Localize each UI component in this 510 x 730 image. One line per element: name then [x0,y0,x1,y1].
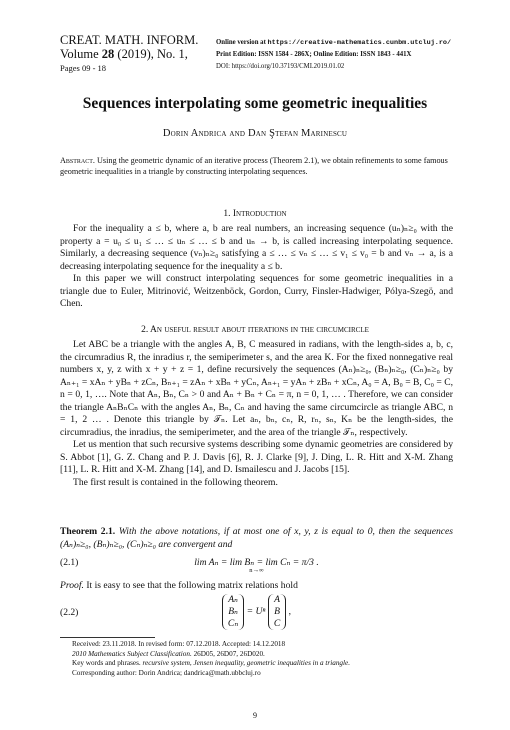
footnote-divider [60,637,155,638]
journal-volume: Volume 28 (2019), No. 1, [60,47,188,61]
equation-number: (2.2) [60,607,79,618]
keywords: Key words and phrases. recursive system, Jensen inequality, geometric inequalities in a triangle. [72,659,350,668]
proof [60,580,453,593]
rhs-vector: A B C [268,594,286,630]
journal-header [60,33,220,74]
equation-expression: lim Aₙ = lim Bₙ = lim Cₙ = π/3 . [194,557,319,568]
section-2-paragraph: The first result is contained in the following theorem. [73,476,278,488]
section-2-heading: 2. An useful result about iterations in the circumcircle [141,325,369,335]
publication-info [216,37,496,73]
equation-number: (2.1) [60,557,79,568]
paper-authors: Dorin Andrica and Dan Ştefan Marinescu [162,128,348,139]
footnotes [72,640,462,679]
theorem-label: Theorem 2.1. [60,526,116,537]
section-2-body [60,339,453,489]
issn-line: Print Edition: ISSN 1584 - 286X; Online Edition: ISSN 1843 - 441X [216,51,412,58]
proof-label: Proof. [60,580,84,591]
online-version: Online version at https://creative-mathematics.cunbm.utcluj.ro/ [216,39,452,47]
limit-subscript: n→∞ [249,567,264,574]
section-2-paragraph: Let us mention that such recursive systems describing some dynamic geometries are considered by S. Abbot [1], G. Z. Chang and P. J. Davis [6], R. J. Clarke [9], J. Ding, L. R. Hitt and X-M. Zhang [11], L. R. Hitt and X-M. Zhang [14], and D. Ismailescu and J. Jacobs [15]. [60,439,453,475]
abstract-label: Abstract. [60,156,95,165]
doi-line[interactable]: DOI: https://doi.org/10.37193/CMI.2019.01.02 [216,63,345,70]
corresponding-author: Corresponding author: Dorin Andrica; dandrica@math.ubbcluj.ro [72,669,261,678]
abstract-text: Using the geometric dynamic of an iterative process (Theorem 2.1), we obtain refinements to some famous geometric inequalities in a triangle by constructing interpolating sequences. [60,156,448,176]
equation-2-2 [60,594,453,634]
matrix-equation: Aₙ Bₙ Cₙ = Uⁿ A B C , [60,594,453,630]
lhs-vector: Aₙ Bₙ Cₙ [222,594,244,630]
abstract [60,155,448,177]
page-number: 9 [253,711,257,720]
proof-text: It is easy to see that the following matrix relations hold [86,580,298,591]
paper-title: Sequences interpolating some geometric inequalities [82,95,428,112]
theorem-text: With the above notations, if at most one of x, y, z is equal to 0, then the sequences (Aₙ)ₙ≥₀, (Bₙ)ₙ≥₀, (Cₙ)ₙ≥₀ are convergent and [60,526,454,550]
online-url[interactable]: https://creative-mathematics.cunbm.utcluj.ro/ [267,39,452,47]
received-dates: Received: 23.11.2018. In revised form: 07.12.2018. Accepted: 14.12.2018 [72,640,286,648]
theorem-2-1 [60,526,453,551]
section-1-paragraph: In this paper we will construct interpolating sequences for some geometric inequalities in a triangle due to Euler, Mitrinović, Weitzenböck, Gordon, Curry, Finsler-Hadwiger, Pólya-Szegö, and Chen. [60,273,453,309]
journal-pages: Pages 09 - 18 [60,63,107,73]
section-2-paragraph: Let ABC be a triangle with the angles A, B, C measured in radians, with the length-sides a, b, c, the circumradius R, the inradius r, the semiperimeter s, and the area K. For the fixed nonnegative real numbers x, y, z with x + y + z = 1, define recursively the sequences (Aₙ)ₙ≥₀, (Bₙ)ₙ≥₀, (Cₙ)ₙ≥₀ by Aₙ₊₁ = xAₙ + yBₙ + zCₙ, Bₙ₊₁ = zAₙ + xBₙ + yCₙ, Aₙ₊₁ = yAₙ + zBₙ + xCₙ, A₀ = A, B₀ = B, C₀ = C, n = 0, 1, …. Note that Aₙ, Bₙ, Cₙ > 0 and Aₙ + Bₙ + Cₙ = π, n = 0, 1, … . Therefore, we can consider the triangle AₙBₙCₙ with the angles Aₙ, Bₙ, Cₙ and having the same circumcircle as triangle ABC, n = 1, 2 … . Denote this triangle by 𝒯ₙ. Let aₙ, bₙ, cₙ, R, rₙ, sₙ, Kₙ be the length-sides, the circumradius, the inradius, the semiperimeter, and the area of the triangle 𝒯ₙ, respectively. [60,339,453,438]
section-1-heading: 1. Introduction [223,209,287,219]
journal-name: CREAT. MATH. INFORM. [60,33,199,47]
section-1-paragraph: For the inequality a ≤ b, where a, b are real numbers, an increasing sequence (uₙ)ₙ≥₀ with the property a = u₀ ≤ u₁ ≤ … ≤ uₙ ≤ … ≤ b and uₙ → b, is called increasing interpolating sequence. Similarly, a decreasing sequence (vₙ)ₙ≥₀ satisfying a ≤ … ≤ vₙ ≤ … ≤ v₁ ≤ v₀ = b and vₙ → a, is a decreasing interpolating sequence for the inequality a ≤ b. [60,223,453,272]
equation-2-1 [60,552,453,576]
section-1-body [60,223,453,311]
msc-classification: 2010 Mathematics Subject Classification. 26D05, 26D07, 26D020. [72,649,265,658]
